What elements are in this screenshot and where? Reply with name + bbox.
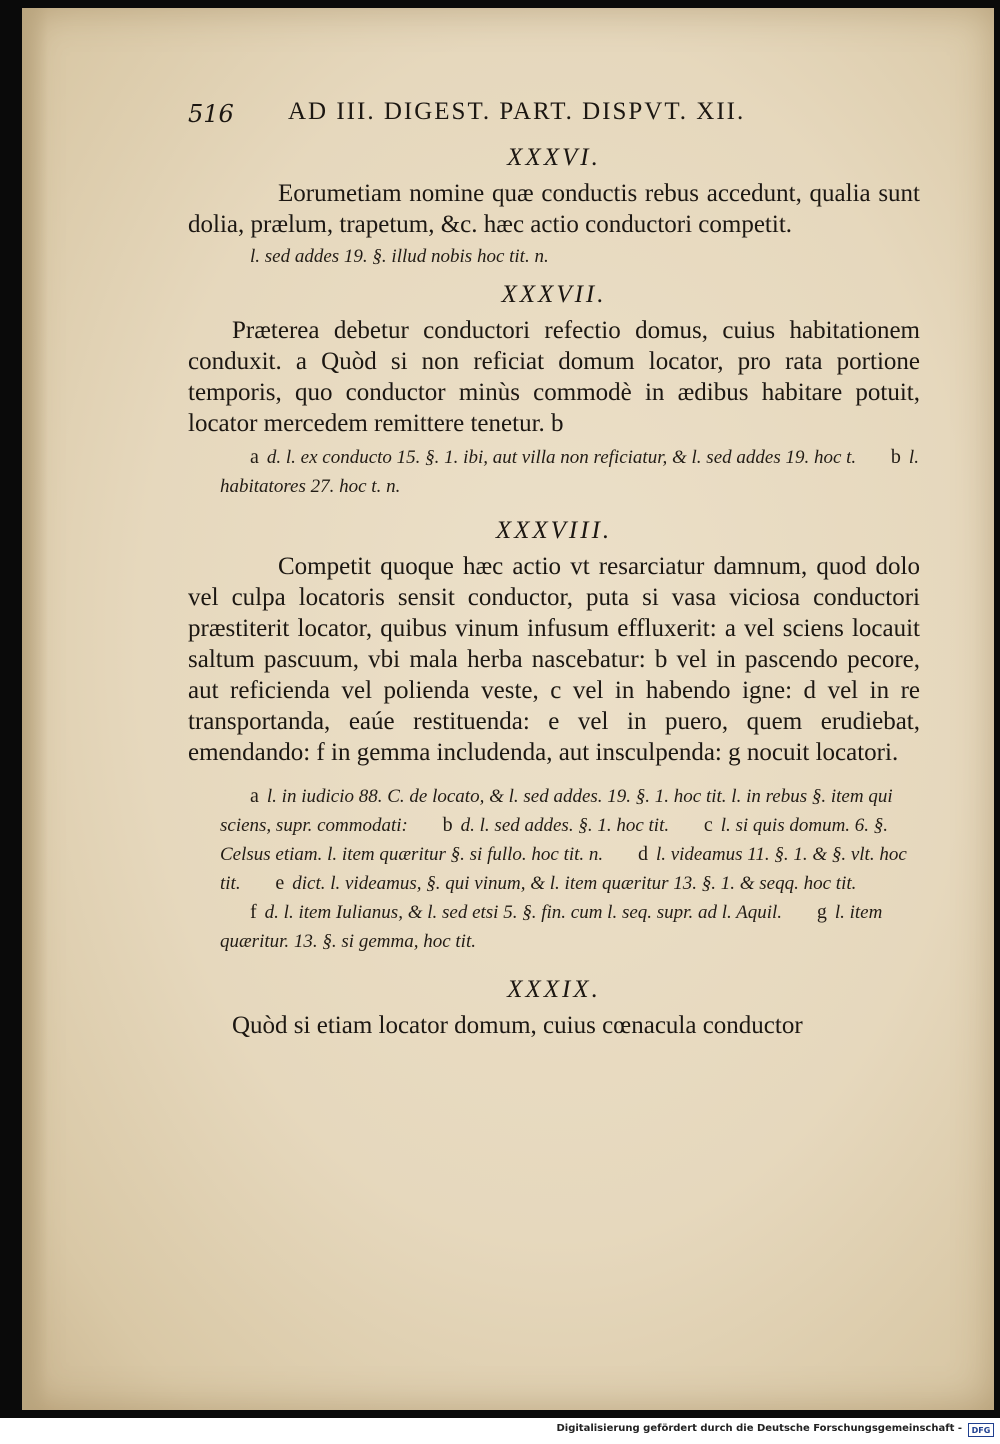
page-number: 516 [188,100,234,128]
dfg-logo: DFG [968,1423,994,1437]
section-paragraph: Eorumetiam nomine quæ conductis rebus accedunt, qualia sunt dolia, prælum, trapetum, &c. hæc actio conductori competit. [188,180,920,238]
section-number: XXXVII. [501,281,607,308]
footer-bar [0,1418,1000,1444]
footnote-mark: d [637,843,648,865]
page-gutter-shadow [22,8,48,1410]
footnote-text: l. in iudicio 88. C. de locato, & l. sed addes. 19. §. 1. hoc tit. l. in rebus §. item qui sciens, supr. commodati: [220,786,893,836]
footnote-mark: b [890,446,901,468]
funding-credit: Digitalisierung gefördert durch die Deutsche Forschungsgemeinschaft - [556,1423,962,1434]
footnote-text: l. si quis domum. 6. §. Celsus etiam. l. item quæritur §. si fullo. hoc tit. n. [220,815,889,865]
section-number: XXXVIII. [495,517,613,544]
footnote-text: d. l. item Iulianus, & l. sed etsi 5. §. fin. cum l. seq. supr. ad l. Aquil. [264,902,783,923]
footnote-text: d. l. sed addes. §. 1. hoc tit. [460,815,670,836]
footnotes [188,443,920,501]
footnote-text: d. l. ex conducto 15. §. 1. ibi, aut villa non reficiatur, & l. sed addes 19. hoc t. [266,447,857,468]
footnote-text: l. item quæritur. 13. §. si gemma, hoc tit. [220,902,883,952]
section-paragraph: Competit quoque hæc actio vt resarciatur damnum, quod dolo vel culpa locatoris sensit conductor, puta si vasa viciosa conductori præstiterit locator, quibus vinum infusum effluxerit: a vel sciens locauit saltum pascuum, vbi mala herba nascebatur: b vel in pascendo pecore, aut reficienda vel polienda veste, c vel in habendo igne: d vel in re transportanda, eaúe restituenda: e vel in puero, quem erudiebat, emendando: f in gemma includenda, aut insculpenda: g nocuit locatori. [188,553,920,766]
footnote-mark: a [250,785,259,807]
section-paragraph: Præterea debetur conductori refectio domus, cuius habitationem conduxit. a Quòd si non reficiat domum locator, pro rata portione temporis, quo conductor minùs commodè in ædibus habitare potuit, locator mercedem remittere tenetur. b [188,317,920,437]
footnote-text: l. videamus 11. §. 1. & §. vlt. hoc tit. [220,844,907,894]
running-head [188,90,920,136]
footnote-mark: e [275,872,285,894]
footnote-mark: a [250,446,259,468]
section-paragraph: Quòd si etiam locator domum, cuius cœnacula conductor [232,1012,803,1039]
footnote-mark: f [250,901,257,923]
footnote-text: dict. l. videamus, §. qui vinum, & l. item quæritur 13. §. 1. & seqq. hoc tit. [292,873,857,894]
text-block [188,90,920,1041]
section-number: XXXIX. [507,976,601,1003]
section-number: XXXVI. [507,144,601,171]
footnote-mark: b [442,814,453,836]
footnote-mark: g [816,901,827,923]
footnote-mark: c [703,814,713,836]
footnote-text: l. habitatores 27. hoc t. n. [220,447,919,497]
footnote: l. sed addes 19. §. illud nobis hoc tit. n. [250,246,549,267]
running-title: AD III. DIGEST. PART. DISPVT. XII. [288,98,746,125]
footnotes [188,782,920,956]
